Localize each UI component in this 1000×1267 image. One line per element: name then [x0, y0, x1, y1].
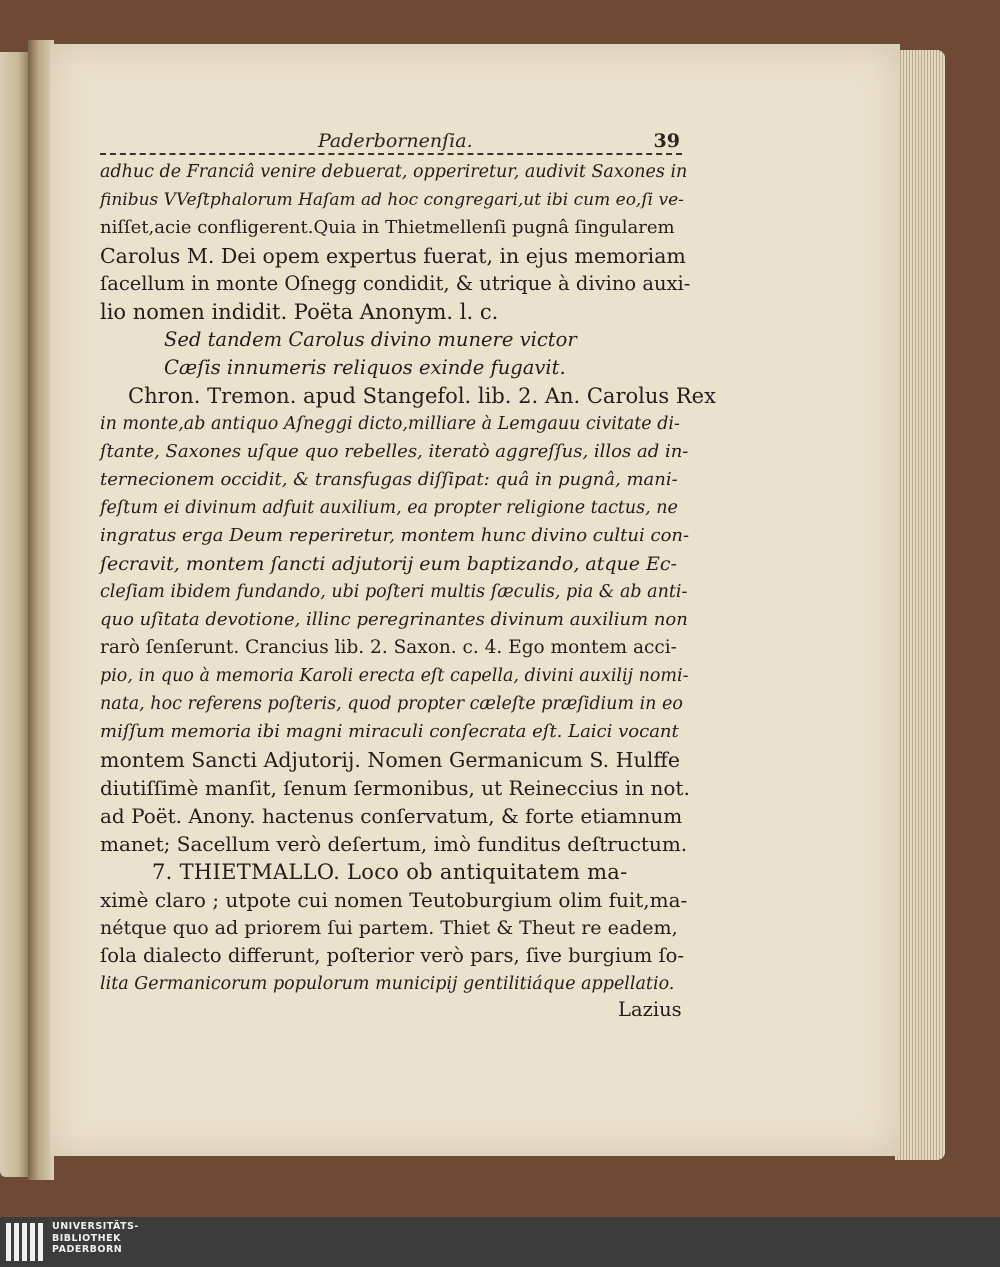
- page-number: 39: [653, 130, 680, 152]
- text-line: ſecravit, montem ſancti adjutorij eum baptizando, atque Ec-: [100, 553, 677, 575]
- text-line: montem Sancti Adjutorij. Nomen Germanicum S. Hulffe: [100, 748, 680, 772]
- text-line: nétque quo ad priorem ſui partem. Thiet & Theut re eadem,: [100, 917, 678, 939]
- text-line: ternecionem occidit, & transfugas diſſipat: quâ in pugnâ, mani-: [100, 469, 678, 490]
- verse-line: Cæſis innumeris reliquos exinde fugavit.: [164, 356, 566, 379]
- library-footer: [0, 1217, 1000, 1267]
- text-line: in monte,ab antiquo Aſneggi dicto,milliare à Lemgauu civitate di-: [100, 414, 680, 434]
- text-line: cleſiam ibidem fundando, ubi poſteri multis ſæculis, pia & ab anti-: [100, 582, 688, 602]
- catchword: Lazius: [618, 998, 682, 1021]
- text-line: Chron. Tremon. apud Stangefol. lib. 2. An. Carolus Rex: [128, 384, 716, 408]
- logo-line: PADERBORN: [52, 1244, 123, 1255]
- text-line: ad Poët. Anony. hactenus conſervatum, & forte etiamnum: [100, 804, 683, 828]
- text-line: lio nomen indidit. Poëta Anonym. l. c.: [100, 300, 499, 324]
- logo-line: UNIVERSITÄTS-: [52, 1221, 139, 1232]
- left-page-edge: [0, 52, 30, 1177]
- logo-line: BIBLIOTHEK: [52, 1232, 121, 1244]
- text-line: diutiſſimè manſit, ſenum ſermonibus, ut Reineccius in not.: [100, 776, 690, 800]
- text-line: manet; Sacellum verò deſertum, imò funditus deſtructum.: [100, 832, 688, 856]
- header-rule: [100, 153, 682, 155]
- library-logo-text: [52, 1221, 139, 1256]
- verse-line: Sed tandem Carolus divino munere victor: [164, 328, 577, 351]
- text-line: niſſet,acie confligerent.Quia in Thietmellenſi pugnâ ſingularem: [100, 217, 675, 238]
- text-line: ingratus erga Deum reperiretur, montem hunc divino cultui con-: [100, 525, 690, 546]
- text-line: lita Germanicorum populorum municipij gentilitiáque appellatio.: [100, 974, 675, 994]
- text-line: finibus VVeſtphalorum Haſam ad hoc congregari,ut ibi cum eo,ſi ve-: [100, 190, 684, 210]
- text-line: ximè claro ; utpote cui nomen Teutoburgium olim fuit,ma-: [100, 888, 688, 912]
- text-line: adhuc de Franciâ venire debuerat, opperiretur, audivit Saxones in: [100, 162, 688, 182]
- text-line: 7. THIETMALLO. Loco ob antiquitatem ma-: [152, 860, 628, 884]
- text-line: ſtante, Saxones uſque quo rebelles, iteratò aggreſſus, illos ad in-: [100, 441, 689, 462]
- text-line: rarò ſenſerunt. Crancius lib. 2. Saxon. c. 4. Ego montem acci-: [100, 637, 677, 658]
- text-line: ſola dialecto differunt, poſterior verò pars, ſive burgium ſo-: [100, 944, 684, 967]
- text-line: ſacellum in monte Oſnegg condidit, & utrique à divino auxi-: [100, 272, 691, 295]
- page-header: [100, 130, 690, 154]
- text-line: miſſum memoria ibi magni miraculi conſecrata eſt. Laici vocant: [100, 721, 679, 742]
- running-title: Paderbornenſia.: [318, 130, 473, 152]
- page-edges: [895, 50, 945, 1160]
- library-logo-icon: [6, 1223, 46, 1261]
- text-line: pio, in quo à memoria Karoli erecta eſt capella, divini auxilij nomi-: [100, 666, 689, 686]
- text-line: feſtum ei divinum adfuit auxilium, ea propter religione tactus, ne: [100, 498, 678, 518]
- text-line: Carolus M. Dei opem expertus fuerat, in ejus memoriam: [100, 244, 686, 268]
- text-line: nata, hoc referens poſteris, quod propter cæleſte præſidium in eo: [100, 694, 683, 714]
- text-line: quo uſitata devotione, illinc peregrinantes divinum auxilium non: [100, 609, 688, 630]
